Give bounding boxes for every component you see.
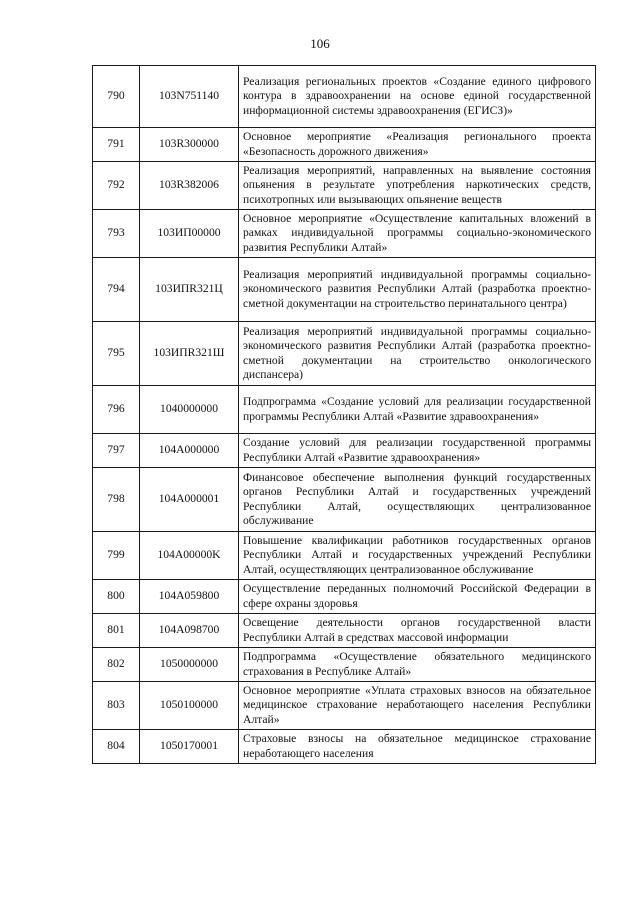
row-description: Реализация мероприятий индивидуальной программы социально-экономического развития Республики Алтай (разработка проектно-сметной документации на строительство перинатального центра) [239,258,596,322]
row-number: 799 [93,532,140,580]
row-code: 104A000000 [140,434,239,468]
row-number: 801 [93,614,140,648]
row-description: Основное мероприятие «Реализация регионального проекта «Безопасность дорожного движения» [239,128,596,162]
table-row [93,434,596,468]
row-code: 103N751140 [140,66,239,128]
row-description: Основное мероприятие «Уплата страховых взносов на обязательное медицинское страхование неработающего населения Республики Алтай» [239,682,596,730]
row-code: 103ИПR321Ш [140,322,239,386]
row-code: 103R300000 [140,128,239,162]
row-description: Подпрограмма «Создание условий для реализации государственной программы Республики Алтай «Развитие здравоохранения» [239,386,596,434]
table-row [93,128,596,162]
row-description: Реализация мероприятий индивидуальной программы социально-экономического развития Республики Алтай (разработка проектно-сметной документации на строительство онкологического диспансера) [239,322,596,386]
table-row [93,162,596,210]
row-number: 795 [93,322,140,386]
row-code: 104A059800 [140,580,239,614]
budget-codes-table [92,65,596,764]
row-number: 798 [93,468,140,532]
row-code: 1050170001 [140,730,239,764]
row-description: Основное мероприятие «Осуществление капитальных вложений в рамках индивидуальной программы социально-экономического развития Республики Алтай» [239,210,596,258]
table-row [93,258,596,322]
row-description: Реализация региональных проектов «Создание единого цифрового контура в здравоохранении на основе единой государственной информационной системы здравоохранения (ЕГИСЗ)» [239,66,596,128]
row-number: 793 [93,210,140,258]
row-description: Реализация мероприятий, направленных на выявление состояния опьянения в результате употребления наркотических средств, психотропных или вызывающих опьянение веществ [239,162,596,210]
table-row [93,210,596,258]
row-code: 103R382006 [140,162,239,210]
table-row [93,468,596,532]
row-code: 1040000000 [140,386,239,434]
table-row [93,66,596,128]
row-description: Осуществление переданных полномочий Российской Федерации в сфере охраны здоровья [239,580,596,614]
row-code: 1050100000 [140,682,239,730]
table-row [93,386,596,434]
table-row [93,580,596,614]
row-description: Финансовое обеспечение выполнения функций государственных органов Республики Алтай и государственных учреждений Республики Алтай, осуществляющих централизованное обслуживание [239,468,596,532]
row-code: 104A00000K [140,532,239,580]
row-number: 791 [93,128,140,162]
row-number: 800 [93,580,140,614]
table-row [93,682,596,730]
row-description: Подпрограмма «Осуществление обязательного медицинского страхования в Республике Алтай» [239,648,596,682]
table-row [93,614,596,648]
table-row [93,730,596,764]
row-code: 104A098700 [140,614,239,648]
row-description: Создание условий для реализации государственной программы Республики Алтай «Развитие здравоохранения» [239,434,596,468]
row-code: 103ИП00000 [140,210,239,258]
row-number: 792 [93,162,140,210]
table-row [93,532,596,580]
row-code: 103ИПR321Ц [140,258,239,322]
row-number: 797 [93,434,140,468]
row-number: 796 [93,386,140,434]
row-number: 794 [93,258,140,322]
row-number: 802 [93,648,140,682]
row-description: Освещение деятельности органов государственной власти Республики Алтай в средствах массовой информации [239,614,596,648]
row-code: 1050000000 [140,648,239,682]
page-number: 106 [310,36,330,51]
row-number: 803 [93,682,140,730]
row-code: 104A000001 [140,468,239,532]
row-description: Страховые взносы на обязательное медицинское страхование неработающего населения [239,730,596,764]
row-description: Повышение квалификации работников государственных органов Республики Алтай и государственных учреждений Республики Алтай, осуществляющих централизованное обслуживание [239,532,596,580]
table-row [93,322,596,386]
row-number: 790 [93,66,140,128]
row-number: 804 [93,730,140,764]
table-row [93,648,596,682]
